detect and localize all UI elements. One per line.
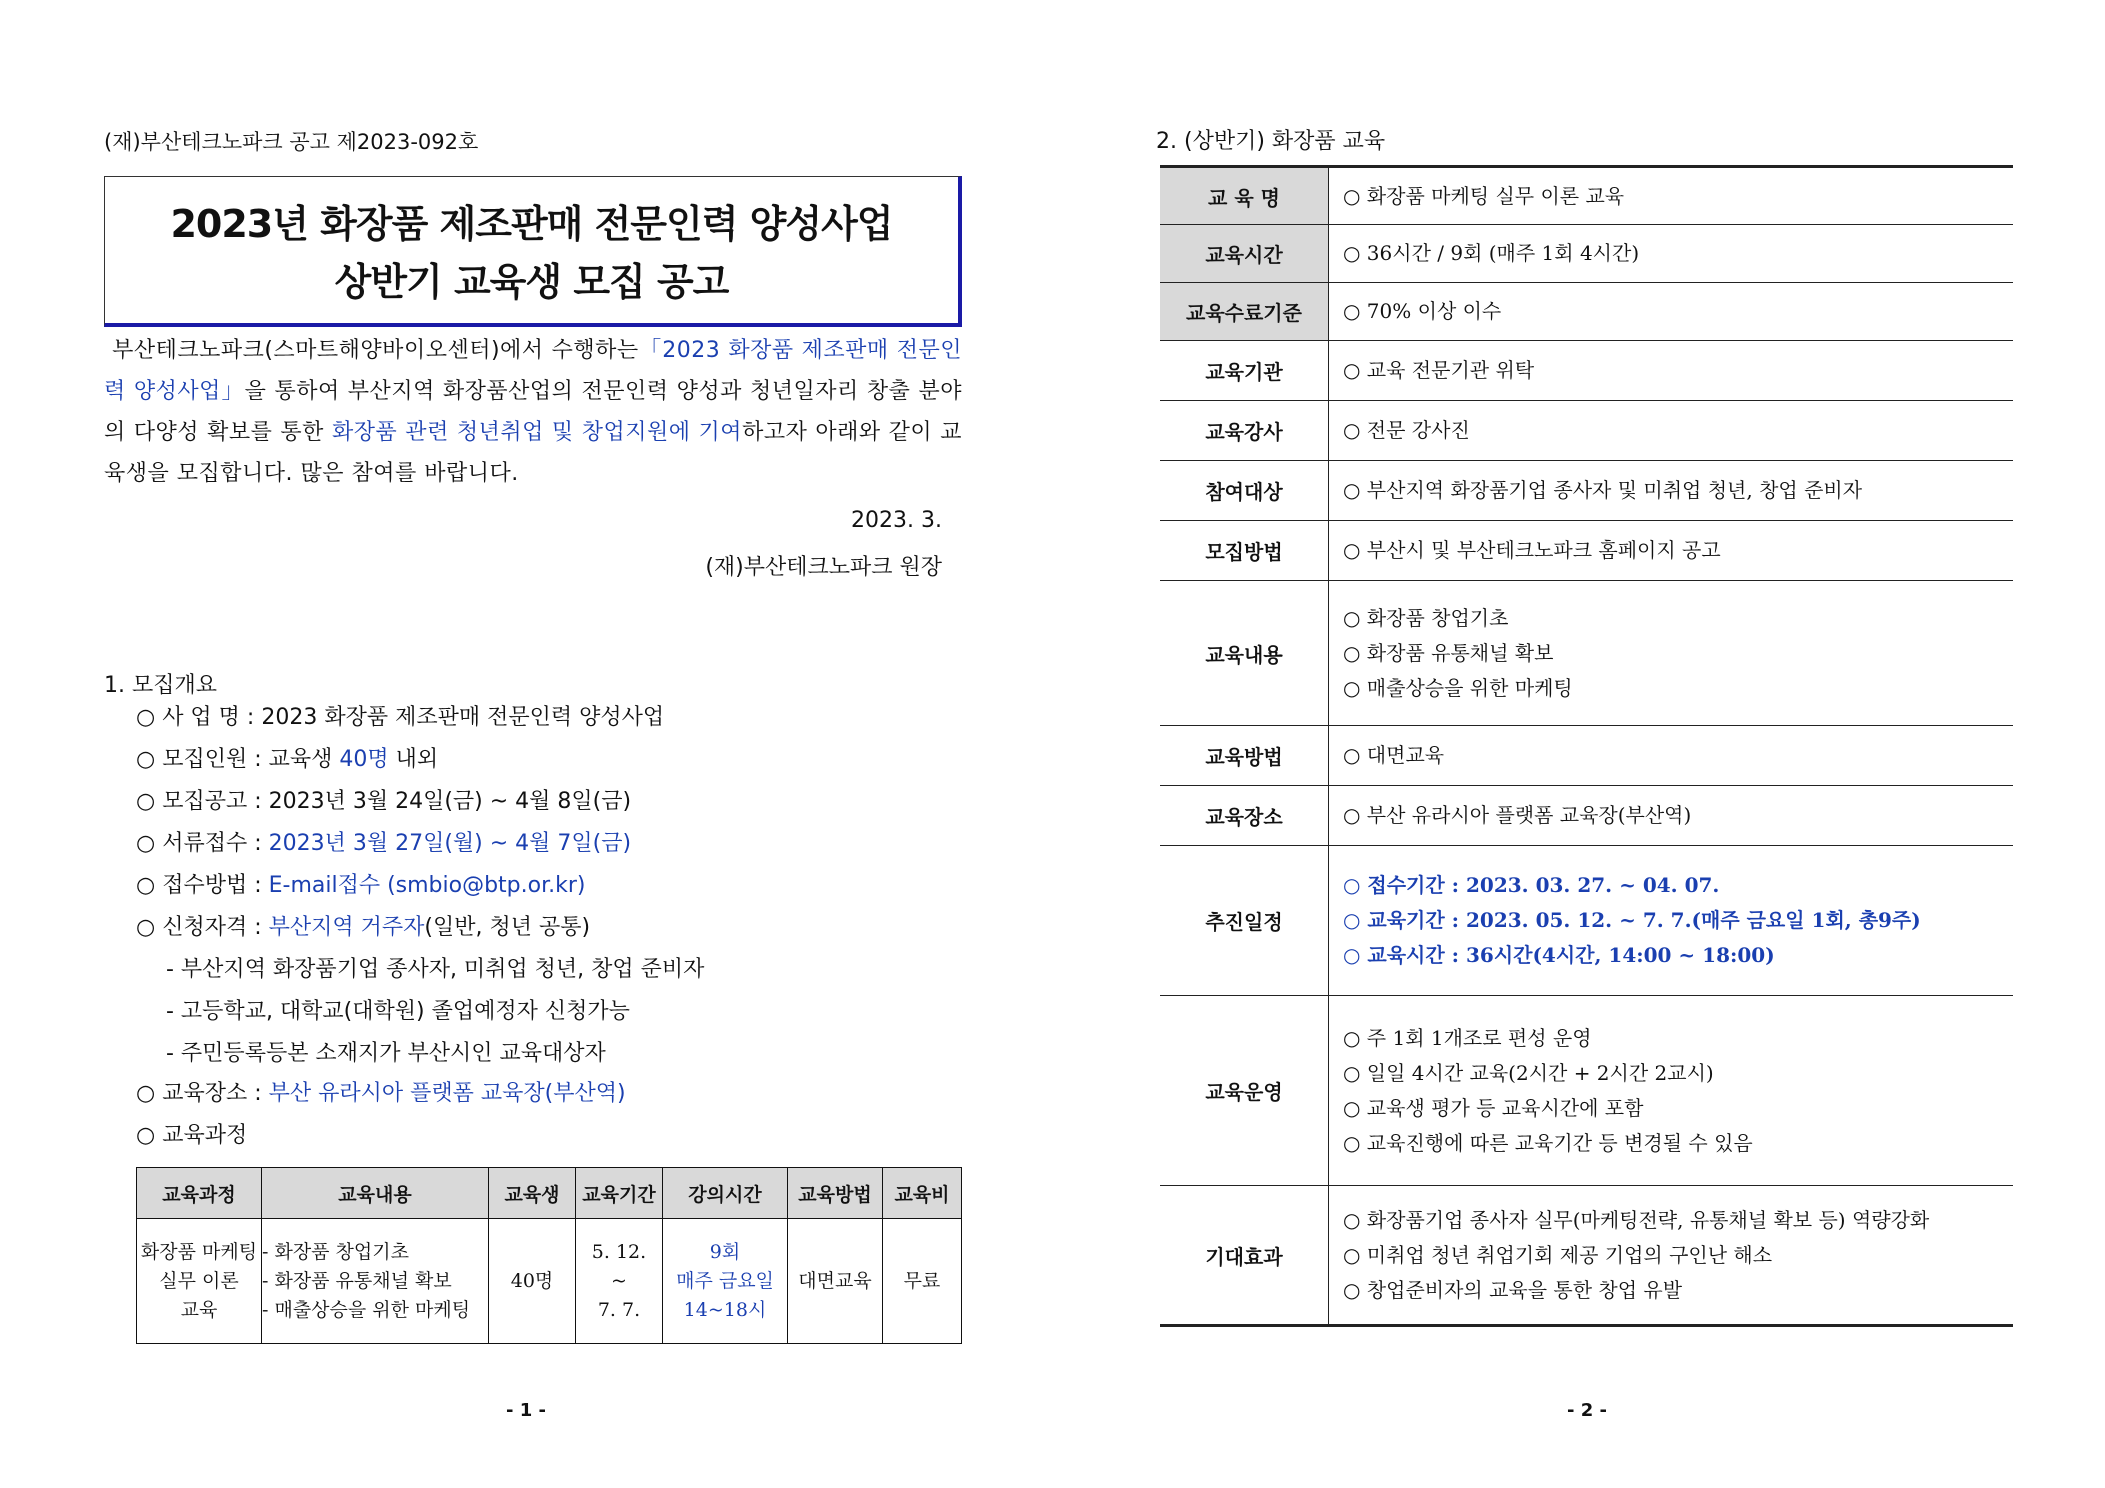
row-value	[1329, 401, 2014, 461]
col-hours: 강의시간	[663, 1168, 788, 1219]
course-table	[136, 1167, 962, 1344]
table-row	[1160, 996, 2013, 1186]
title-line-1: 2023년 화장품 제조판매 전문인력 양성사업	[170, 202, 893, 246]
table-row	[1160, 581, 2013, 726]
row-value-line: ○ 교육생 평가 등 교육시간에 포함	[1343, 1095, 1644, 1120]
education-info-table	[1160, 165, 2013, 1327]
overview-item	[136, 868, 586, 899]
row-value	[1329, 726, 2014, 786]
table-row	[1160, 1186, 2013, 1326]
row-value-line: ○ 창업준비자의 교육을 통한 창업 유발	[1343, 1277, 1683, 1302]
col-content: 교육내용	[262, 1168, 489, 1219]
intro-highlight-goal: 화장품 관련 청년취업 및 창업지원에 기여	[332, 420, 743, 445]
table-row	[1160, 401, 2013, 461]
overview-item-label: ○ 접수방법 :	[136, 873, 269, 898]
row-value-line: ○ 매출상승을 위한 마케팅	[1343, 675, 1573, 700]
row-value	[1329, 461, 2014, 521]
overview-item	[136, 700, 664, 731]
table-row	[1160, 225, 2013, 283]
row-label: 교육기관	[1160, 341, 1329, 401]
section-2-title: 2. (상반기) 화장품 교육	[1156, 129, 1386, 154]
cell-method: 대면교육	[788, 1219, 883, 1344]
page-number-2: - 2 -	[1567, 1400, 1607, 1421]
row-value-line: ○ 화장품 유통채널 확보	[1343, 640, 1554, 665]
venue-label: ○ 교육장소 :	[136, 1081, 269, 1106]
overview-item-tail: 내외	[388, 747, 439, 772]
overview-item-value: 2023년 3월 24일(금) ~ 4월 8일(금)	[268, 789, 632, 814]
table-row	[1160, 283, 2013, 341]
overview-item-value: 교육생	[268, 747, 340, 772]
row-value-line: ○ 교육진행에 따른 교육기간 등 변경될 수 있음	[1343, 1130, 1753, 1155]
row-value-line: ○ 대면교육	[1343, 743, 1445, 767]
cell-period: 5. 12. ~ 7. 7.	[576, 1219, 663, 1344]
table-row	[1160, 786, 2013, 846]
row-value	[1329, 341, 2014, 401]
row-value-line: ○ 일일 4시간 교육(2시간 + 2시간 2교시)	[1343, 1060, 1714, 1085]
row-label: 모집방법	[1160, 521, 1329, 581]
overview-item	[136, 910, 590, 941]
row-value-line: ○ 접수기간 : 2023. 03. 27. ~ 04. 07.	[1343, 873, 1720, 897]
intro-highlight-project: 「2023 화장품 제조판매 전문인력 양성사업」	[104, 338, 962, 404]
overview-item-value: 부산지역 거주자	[268, 915, 425, 940]
row-value	[1329, 283, 2014, 341]
overview-item-value: 2023년 3월 27일(월) ~ 4월 7일(금)	[268, 831, 632, 856]
overview-item-value: 2023 화장품 제조판매 전문인력 양성사업	[261, 705, 665, 730]
col-course: 교육과정	[137, 1168, 262, 1219]
venue-item	[136, 1076, 626, 1107]
row-value	[1329, 846, 2014, 996]
overview-item-value: E-mail접수 (smbio@btp.or.kr)	[268, 873, 586, 898]
course-label: ○ 교육과정	[136, 1123, 248, 1148]
row-label: 추진일정	[1160, 846, 1329, 996]
row-label: 교육수료기준	[1160, 283, 1329, 341]
page-2	[1052, 0, 2105, 1488]
page-number-1: - 1 -	[506, 1400, 546, 1421]
eligibility-sub-item: - 부산지역 화장품기업 종사자, 미취업 청년, 창업 준비자	[166, 957, 705, 982]
col-fee: 교육비	[883, 1168, 962, 1219]
section-1-title: 1. 모집개요	[104, 673, 217, 698]
overview-item-tail: (일반, 청년 공통)	[424, 915, 591, 940]
table-row	[137, 1219, 962, 1344]
row-value	[1329, 996, 2014, 1186]
table-row	[1160, 167, 2013, 225]
overview-item	[136, 826, 631, 857]
row-value-line: ○ 주 1회 1개조로 편성 운영	[1343, 1025, 1592, 1050]
title-box	[104, 176, 962, 327]
issuer: (재)부산테크노파크 원장	[705, 555, 942, 580]
intro-text-a: 부산테크노파크(스마트해양바이오센터)에서 수행하는	[112, 338, 639, 363]
overview-item	[136, 742, 438, 773]
intro-text-c: 을 통하여 부산지역 화장품산업의 전문인력 양성과 청년일자리 창출 분야의 다양성 확보를 통한	[104, 379, 962, 445]
cell-content: - 화장품 창업기초 - 화장품 유통채널 확보 - 매출상승을 위한 마케팅	[262, 1219, 489, 1344]
col-method: 교육방법	[788, 1168, 883, 1219]
eligibility-sub-item: - 고등학교, 대학교(대학원) 졸업예정자 신청가능	[166, 999, 630, 1024]
row-value-line: ○ 화장품기업 종사자 실무(마케팅전략, 유통채널 확보 등) 역량강화	[1343, 1207, 1930, 1232]
row-value-line: ○ 부산시 및 부산테크노파크 홈페이지 공고	[1343, 538, 1721, 562]
table-row	[1160, 521, 2013, 581]
eligibility-sub-item: - 주민등록등본 소재지가 부산시인 교육대상자	[166, 1041, 606, 1066]
venue-value: 부산 유라시아 플랫폼 교육장(부산역)	[268, 1081, 626, 1106]
row-value-line: ○ 교육시간 : 36시간(4시간, 14:00 ~ 18:00)	[1343, 943, 1775, 967]
overview-item-label: ○ 모집인원 :	[136, 747, 269, 772]
intro-text-e: 하고자 아래와 같이 교육생을 모집합니다. 많은 참여를 바랍니다.	[104, 420, 962, 486]
cell-course: 화장품 마케팅 실무 이론 교육	[137, 1219, 262, 1344]
table-row	[1160, 341, 2013, 401]
overview-item-highlight: 40명	[339, 747, 389, 772]
row-value-line: ○ 미취업 청년 취업기회 제공 기업의 구인난 해소	[1343, 1242, 1773, 1267]
overview-item-label: ○ 사 업 명 :	[136, 705, 262, 730]
col-students: 교육생	[489, 1168, 576, 1219]
notice-number: (재)부산테크노파크 공고 제2023-092호	[104, 130, 479, 154]
overview-item	[136, 784, 631, 815]
intro-paragraph	[104, 330, 962, 494]
row-value	[1329, 225, 2014, 283]
col-period: 교육기간	[576, 1168, 663, 1219]
row-value-line: ○ 부산 유라시아 플랫폼 교육장(부산역)	[1343, 803, 1692, 827]
row-value-line: ○ 부산지역 화장품기업 종사자 및 미취업 청년, 창업 준비자	[1343, 478, 1863, 502]
overview-item-label: ○ 신청자격 :	[136, 915, 269, 940]
cell-students: 40명	[489, 1219, 576, 1344]
row-value	[1329, 167, 2014, 225]
row-label: 교육시간	[1160, 225, 1329, 283]
row-value-line: ○ 화장품 창업기초	[1343, 605, 1509, 630]
table-row	[1160, 461, 2013, 521]
row-label: 참여대상	[1160, 461, 1329, 521]
row-label: 교육운영	[1160, 996, 1329, 1186]
row-label: 교 육 명	[1160, 167, 1329, 225]
row-label: 교육내용	[1160, 581, 1329, 726]
row-label: 교육장소	[1160, 786, 1329, 846]
overview-item-label: ○ 모집공고 :	[136, 789, 269, 814]
row-value	[1329, 521, 2014, 581]
row-value-line: ○ 교육 전문기관 위탁	[1343, 358, 1535, 382]
row-value-line: ○ 36시간 / 9회 (매주 1회 4시간)	[1343, 241, 1640, 265]
row-value-line: ○ 화장품 마케팅 실무 이론 교육	[1343, 183, 1625, 208]
page-1	[0, 0, 1052, 1488]
table-row	[1160, 726, 2013, 786]
row-value	[1329, 786, 2014, 846]
cell-fee: 무료	[883, 1219, 962, 1344]
row-value-line: ○ 70% 이상 이수	[1343, 299, 1502, 323]
overview-item-label: ○ 서류접수 :	[136, 831, 269, 856]
notice-date: 2023. 3.	[851, 508, 942, 533]
row-value	[1329, 581, 2014, 726]
row-value	[1329, 1186, 2014, 1326]
table-row	[1160, 846, 2013, 996]
row-label: 교육방법	[1160, 726, 1329, 786]
row-value-line: ○ 교육기간 : 2023. 05. 12. ~ 7. 7.(매주 금요일 1회, 총9주)	[1343, 908, 1921, 932]
row-value-line: ○ 전문 강사진	[1343, 418, 1470, 442]
row-label: 기대효과	[1160, 1186, 1329, 1326]
cell-hours: 9회 매주 금요일 14~18시	[663, 1219, 788, 1344]
row-label: 교육강사	[1160, 401, 1329, 461]
title-line-2: 상반기 교육생 모집 공고	[334, 260, 729, 304]
